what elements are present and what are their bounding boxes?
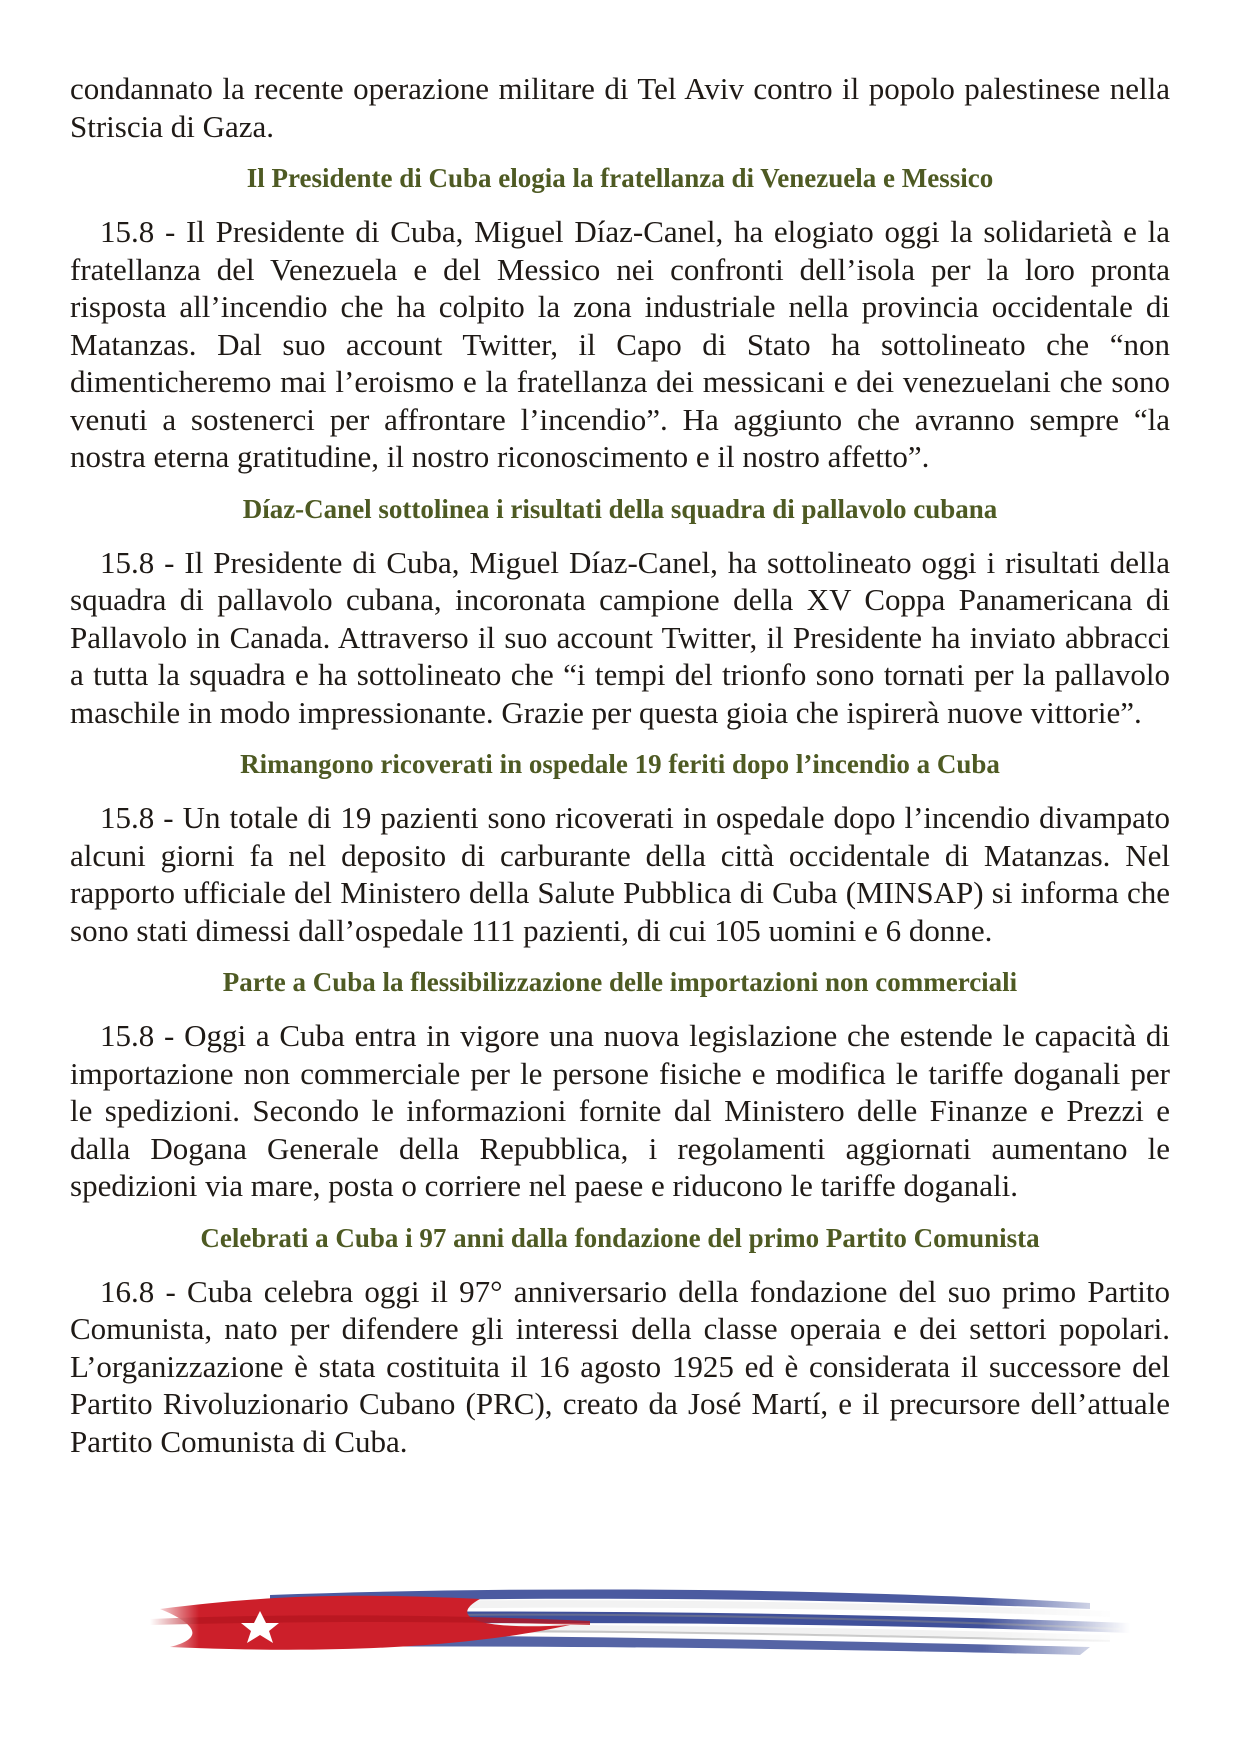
article-body: 15.8 - Un totale di 19 pazienti sono ricoverati in ospedale dopo l’incendio divampato alcuni giorni fa nel deposito di carburante della città occidentale di Matanzas. Nel rapporto ufficiale del Ministero della Salute Pubblica di Cuba (MINSAP) si informa che sono stati dimessi dall’ospedale 111 pazienti, di cui 105 uomini e 6 donne. <box>70 800 1170 948</box>
article-body: 16.8 - Cuba celebra oggi il 97° anniversario della fondazione del suo primo Partito Comunista, nato per difendere gli interessi della classe operaia e dei settori popolari. L’organizzazione è stata costituita il 16 agosto 1925 ed è considerata il successore del Partito Rivoluzionario Cubano (PRC), creato da José Martí, e il precursore dell’attuale Partito Comunista di Cuba. <box>70 1273 1170 1459</box>
cuban-flag-brushstroke <box>150 1585 1130 1665</box>
page-content <box>70 70 1170 1460</box>
intro-paragraph: condannato la recente operazione militare di Tel Aviv contro il popolo palestinese nella Striscia di Gaza. <box>70 71 1170 144</box>
article-title: Rimangono ricoverati in ospedale 19 feriti dopo l’incendio a Cuba <box>240 749 1000 779</box>
article-title: Il Presidente di Cuba elogia la fratellanza di Venezuela e Messico <box>246 163 994 193</box>
article-body: 15.8 - Oggi a Cuba entra in vigore una nuova legislazione che estende le capacità di importazione non commerciale per le persone fisiche e modifica le tariffe doganali per le spedizioni. Secondo le informazioni fornite dal Ministero delle Finanze e Prezzi e dalla Dogana Generale della Repubblica, i regolamenti aggiornati aumentano le spedizioni via mare, posta o corriere nel paese e riducono le tariffe doganali. <box>70 1018 1170 1203</box>
article-title: Celebrati a Cuba i 97 anni dalla fondazione del primo Partito Comunista <box>200 1222 1040 1253</box>
article-title: Parte a Cuba la flessibilizzazione delle importazioni non commerciali <box>222 967 1018 997</box>
article-body: 15.8 - Il Presidente di Cuba, Miguel Díaz-Canel, ha elogiato oggi la solidarietà e la fratellanza del Venezuela e del Messico nei confronti dell’isola per la loro pronta risposta all’incendio che ha colpito la zona industriale nella provincia occidentale di Matanzas. Dal suo account Twitter, il Capo di Stato ha sottolineato che “non dimenticheremo mai l’eroismo e la fratellanza dei messicani e dei venezuelani che sono venuti a sostenerci per affrontare l’incendio”. Ha aggiunto che avranno sempre “la nostra eterna gratitudine, il nostro riconoscimento e il nostro affetto”. <box>70 214 1170 474</box>
article-title: Díaz-Canel sottolinea i risultati della squadra di pallavolo cubana <box>242 493 998 524</box>
article-body: 15.8 - Il Presidente di Cuba, Miguel Díaz-Canel, ha sottolineato oggi i risultati della squadra di pallavolo cubana, incoronata campione della XV Coppa Panamericana di Pallavolo in Canada. Attraverso il suo account Twitter, il Presidente ha inviato abbracci a tutta la squadra e ha sottolineato che “i tempi del trionfo sono tornati per la pallavolo maschile in modo impressionante. Grazie per questa gioia che ispirerà nuove vittorie”. <box>70 544 1170 730</box>
